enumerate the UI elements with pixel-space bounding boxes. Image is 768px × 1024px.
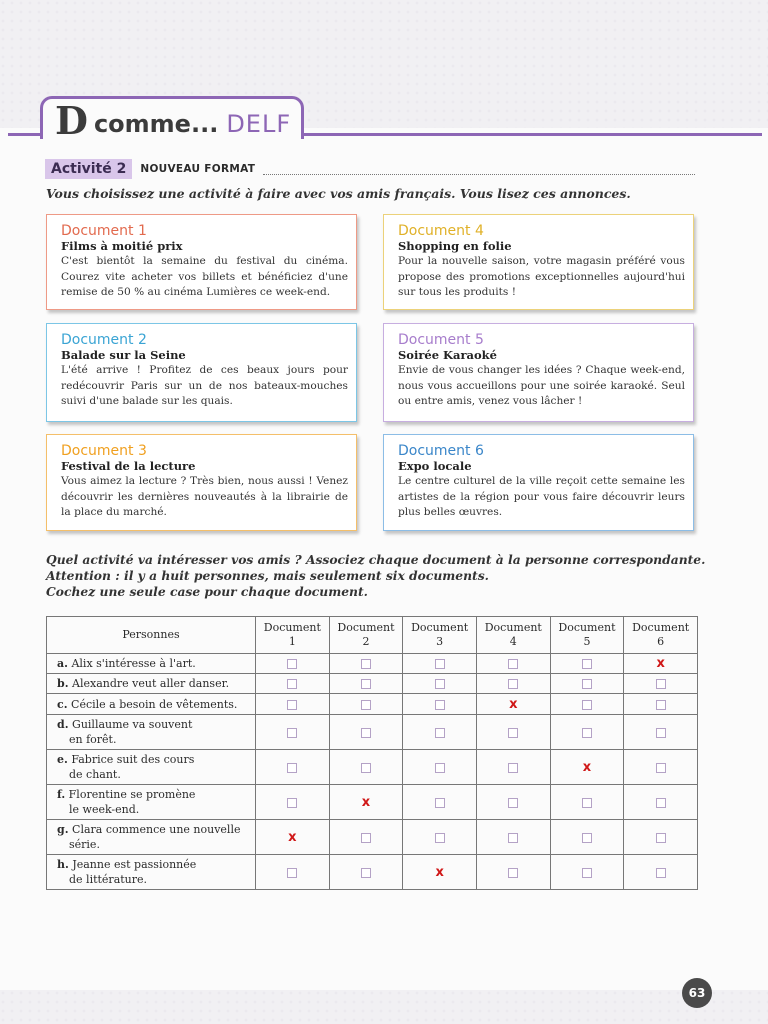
answer-cell[interactable] bbox=[476, 855, 550, 890]
table-row bbox=[47, 694, 698, 715]
checkbox[interactable] bbox=[656, 833, 666, 843]
checkbox[interactable] bbox=[508, 679, 518, 689]
answer-grid bbox=[46, 616, 698, 890]
answer-cell[interactable] bbox=[550, 750, 624, 785]
doc-word: Document bbox=[337, 621, 395, 634]
checkbox[interactable] bbox=[435, 659, 445, 669]
person-letter: b. bbox=[57, 677, 69, 690]
answer-cell[interactable] bbox=[329, 654, 403, 674]
answer-cell[interactable] bbox=[256, 750, 330, 785]
person-letter: g. bbox=[57, 823, 69, 836]
checkbox[interactable] bbox=[287, 659, 297, 669]
answer-cell[interactable] bbox=[550, 785, 624, 820]
checkbox[interactable] bbox=[508, 728, 518, 738]
answer-cell[interactable] bbox=[329, 715, 403, 750]
answer-cell[interactable] bbox=[476, 820, 550, 855]
answer-cell[interactable] bbox=[329, 820, 403, 855]
doc-number: 5 bbox=[583, 635, 591, 648]
checkbox[interactable] bbox=[287, 763, 297, 773]
person-text: Alexandre veut aller danser. bbox=[72, 677, 230, 690]
answer-cell[interactable] bbox=[476, 694, 550, 715]
person-letter: h. bbox=[57, 858, 69, 871]
person-text-cont: série. bbox=[69, 838, 100, 851]
table-row bbox=[47, 785, 698, 820]
person-text: Jeanne est passionnée bbox=[72, 858, 197, 871]
answer-cell[interactable] bbox=[329, 674, 403, 694]
document-2-card bbox=[46, 323, 357, 422]
persons-header: Personnes bbox=[47, 617, 256, 654]
table-row bbox=[47, 820, 698, 855]
checkbox[interactable] bbox=[656, 728, 666, 738]
answer-cell[interactable] bbox=[624, 674, 698, 694]
checkbox[interactable] bbox=[435, 679, 445, 689]
document-title: Expo locale bbox=[398, 459, 472, 473]
checkbox[interactable] bbox=[656, 868, 666, 878]
person-letter: d. bbox=[57, 718, 69, 731]
answer-cell[interactable] bbox=[329, 694, 403, 715]
answer-cell[interactable] bbox=[403, 820, 477, 855]
x-mark-icon[interactable]: x bbox=[582, 759, 592, 775]
checkbox[interactable] bbox=[508, 798, 518, 808]
attention-line: Attention : il y a huit personnes, mais seulement six documents. bbox=[46, 568, 489, 583]
person-text: Guillaume va souvent bbox=[72, 718, 193, 731]
activity-heading bbox=[45, 158, 695, 180]
document-6-card bbox=[383, 434, 694, 531]
person-cell bbox=[47, 750, 256, 785]
document-label: Document 2 bbox=[61, 332, 147, 348]
answer-cell[interactable] bbox=[550, 694, 624, 715]
answer-cell[interactable] bbox=[403, 785, 477, 820]
document-text: Pour la nouvelle saison, votre magasin préféré vous propose des promotions exceptionnelles aujourd'hui sur tous les produits ! bbox=[398, 255, 685, 298]
checkbox[interactable] bbox=[582, 659, 592, 669]
x-mark-icon[interactable]: x bbox=[656, 656, 665, 671]
table-row bbox=[47, 654, 698, 674]
doc-column-header bbox=[624, 617, 698, 654]
checkbox[interactable] bbox=[508, 833, 518, 843]
answer-cell[interactable] bbox=[550, 855, 624, 890]
answer-cell[interactable] bbox=[329, 855, 403, 890]
table-row bbox=[47, 715, 698, 750]
document-label: Document 1 bbox=[61, 223, 147, 239]
x-mark-icon[interactable]: x bbox=[509, 696, 518, 712]
answer-cell[interactable] bbox=[550, 654, 624, 674]
doc-column-header bbox=[256, 617, 330, 654]
checkbox[interactable] bbox=[435, 833, 445, 843]
answer-cell[interactable] bbox=[476, 715, 550, 750]
table-row bbox=[47, 750, 698, 785]
doc-number: 2 bbox=[362, 635, 370, 648]
person-cell bbox=[47, 820, 256, 855]
checkbox[interactable] bbox=[287, 868, 297, 878]
checkbox[interactable] bbox=[361, 728, 371, 738]
section-title bbox=[40, 96, 304, 143]
answer-cell[interactable] bbox=[329, 750, 403, 785]
document-text: L'été arrive ! Profitez de ces beaux jours pour redécouvrir Paris sur un de nos bateaux-mouches suivi d'une balade sur les quais. bbox=[61, 364, 348, 407]
person-letter: e. bbox=[57, 753, 68, 766]
document-4-card bbox=[383, 214, 694, 310]
doc-word: Document bbox=[263, 621, 321, 634]
checkbox[interactable] bbox=[435, 728, 445, 738]
checkbox[interactable] bbox=[582, 728, 592, 738]
person-text: Cécile a besoin de vêtements. bbox=[71, 697, 238, 711]
doc-column-header bbox=[476, 617, 550, 654]
answer-cell[interactable] bbox=[256, 785, 330, 820]
answer-cell[interactable] bbox=[256, 715, 330, 750]
doc-number: 3 bbox=[436, 635, 444, 648]
checkbox[interactable] bbox=[582, 700, 592, 710]
answer-cell[interactable] bbox=[476, 674, 550, 694]
grid-body bbox=[47, 654, 698, 890]
document-label: Document 3 bbox=[61, 443, 147, 459]
answer-cell[interactable] bbox=[403, 674, 477, 694]
answer-cell[interactable] bbox=[624, 715, 698, 750]
document-text: Vous aimez la lecture ? Très bien, nous aussi ! Venez découvrir les dernières nouveautés à la librairie de la place du marché. bbox=[61, 475, 348, 518]
checkbox[interactable] bbox=[508, 868, 518, 878]
answer-cell[interactable] bbox=[256, 654, 330, 674]
question-line: Quel activité va intéresser vos amis ? Associez chaque document à la personne correspondante. bbox=[46, 552, 706, 567]
person-text-cont: en forêt. bbox=[69, 733, 117, 746]
bottom-decorative-pattern bbox=[0, 990, 768, 1024]
checkbox[interactable] bbox=[656, 679, 666, 689]
checkbox[interactable] bbox=[361, 763, 371, 773]
answer-cell[interactable] bbox=[624, 694, 698, 715]
checkbox[interactable] bbox=[435, 798, 445, 808]
document-3-card bbox=[46, 434, 357, 531]
answer-cell[interactable] bbox=[550, 715, 624, 750]
person-text: Alix s'intéresse à l'art. bbox=[71, 657, 196, 670]
instruction-line: Cochez une seule case pour chaque document. bbox=[46, 584, 368, 599]
answer-cell[interactable] bbox=[624, 785, 698, 820]
doc-word: Document bbox=[411, 621, 469, 634]
document-1-card bbox=[46, 214, 357, 310]
table-row bbox=[47, 855, 698, 890]
document-title: Festival de la lecture bbox=[61, 459, 196, 473]
answer-cell[interactable] bbox=[550, 820, 624, 855]
person-letter: c. bbox=[57, 697, 68, 711]
answer-cell[interactable] bbox=[624, 855, 698, 890]
checkbox[interactable] bbox=[582, 798, 592, 808]
checkbox[interactable] bbox=[656, 798, 666, 808]
checkbox[interactable] bbox=[361, 833, 371, 843]
person-cell bbox=[47, 654, 256, 674]
questions-block bbox=[46, 552, 726, 600]
answer-cell[interactable] bbox=[256, 674, 330, 694]
answer-cell[interactable] bbox=[476, 750, 550, 785]
doc-word: Document bbox=[632, 621, 690, 634]
grid-header-row bbox=[47, 617, 698, 654]
doc-number: 4 bbox=[509, 635, 517, 648]
x-mark-icon[interactable]: x bbox=[361, 794, 371, 810]
answer-cell[interactable] bbox=[624, 654, 698, 674]
answer-cell[interactable] bbox=[329, 785, 403, 820]
document-5-card bbox=[383, 323, 694, 422]
checkbox[interactable] bbox=[361, 679, 371, 689]
answer-cell[interactable] bbox=[256, 855, 330, 890]
checkbox[interactable] bbox=[582, 679, 592, 689]
activity-format: NOUVEAU FORMAT bbox=[140, 163, 256, 175]
checkbox[interactable] bbox=[435, 700, 445, 710]
person-text: Florentine se promène bbox=[68, 788, 196, 801]
document-text: Envie de vous changer les idées ? Chaque week-end, nous vous accueillons pour une soirée karaoké. Seul ou entre amis, venez vous lâcher ! bbox=[398, 364, 685, 407]
checkbox[interactable] bbox=[361, 700, 371, 710]
doc-number: 1 bbox=[288, 635, 296, 648]
checkbox[interactable] bbox=[656, 700, 666, 710]
person-cell bbox=[47, 694, 256, 715]
person-cell bbox=[47, 785, 256, 820]
answer-cell[interactable] bbox=[403, 715, 477, 750]
doc-column-header bbox=[550, 617, 624, 654]
checkbox[interactable] bbox=[508, 659, 518, 669]
person-text-cont: de littérature. bbox=[69, 873, 148, 886]
document-text: Le centre culturel de la ville reçoit cette semaine les artistes de la région pour vous faire découvrir leurs plus belles œuvres. bbox=[398, 475, 685, 518]
document-title: Films à moitié prix bbox=[61, 239, 183, 253]
doc-number: 6 bbox=[657, 635, 665, 648]
checkbox[interactable] bbox=[287, 700, 297, 710]
title-comme: comme... bbox=[93, 110, 219, 138]
document-label: Document 5 bbox=[398, 332, 484, 348]
person-cell bbox=[47, 855, 256, 890]
doc-column-header bbox=[329, 617, 403, 654]
person-text: Fabrice suit des cours bbox=[71, 753, 195, 766]
page-number: 63 bbox=[682, 978, 712, 1008]
person-cell bbox=[47, 715, 256, 750]
answer-cell[interactable] bbox=[403, 855, 477, 890]
answer-cell[interactable] bbox=[403, 694, 477, 715]
x-mark-icon[interactable]: x bbox=[435, 864, 444, 880]
person-text-cont: de chant. bbox=[69, 768, 121, 781]
document-label: Document 4 bbox=[398, 223, 484, 239]
dotted-rule bbox=[263, 164, 695, 175]
person-cell bbox=[47, 674, 256, 694]
answer-cell[interactable] bbox=[256, 694, 330, 715]
checkbox[interactable] bbox=[361, 659, 371, 669]
answer-cell[interactable] bbox=[624, 820, 698, 855]
person-text-cont: le week-end. bbox=[69, 803, 140, 816]
document-title: Soirée Karaoké bbox=[398, 348, 497, 362]
x-mark-icon[interactable]: x bbox=[288, 829, 297, 845]
person-letter: a. bbox=[57, 657, 68, 670]
answer-cell[interactable] bbox=[476, 654, 550, 674]
title-letter: D bbox=[55, 98, 88, 143]
checkbox[interactable] bbox=[582, 833, 592, 843]
person-text: Clara commence une nouvelle bbox=[72, 823, 241, 836]
instruction: Vous choisissez une activité à faire avec vos amis français. Vous lisez ces annonces. bbox=[46, 186, 631, 201]
checkbox[interactable] bbox=[656, 763, 666, 773]
checkbox[interactable] bbox=[287, 798, 297, 808]
activity-badge: Activité 2 bbox=[45, 159, 132, 179]
answer-cell[interactable] bbox=[550, 674, 624, 694]
checkbox[interactable] bbox=[435, 763, 445, 773]
person-letter: f. bbox=[57, 788, 66, 801]
answer-cell[interactable] bbox=[256, 820, 330, 855]
doc-word: Document bbox=[484, 621, 542, 634]
checkbox[interactable] bbox=[508, 763, 518, 773]
document-text: C'est bientôt la semaine du festival du cinéma. Courez vite acheter vos billets et bénéficiez d'une remise de 50 % au cinéma Lumières ce week-end. bbox=[61, 255, 348, 298]
doc-word: Document bbox=[558, 621, 616, 634]
answer-cell[interactable] bbox=[403, 654, 477, 674]
checkbox[interactable] bbox=[361, 868, 371, 878]
answer-cell[interactable] bbox=[624, 750, 698, 785]
table-row bbox=[47, 674, 698, 694]
checkbox[interactable] bbox=[287, 728, 297, 738]
answer-cell[interactable] bbox=[403, 750, 477, 785]
document-title: Shopping en folie bbox=[398, 239, 512, 253]
document-label: Document 6 bbox=[398, 443, 484, 459]
document-title: Balade sur la Seine bbox=[61, 348, 186, 362]
checkbox[interactable] bbox=[287, 679, 297, 689]
checkbox[interactable] bbox=[582, 868, 592, 878]
title-brand: DELF bbox=[226, 110, 292, 138]
doc-column-header bbox=[403, 617, 477, 654]
answer-cell[interactable] bbox=[476, 785, 550, 820]
